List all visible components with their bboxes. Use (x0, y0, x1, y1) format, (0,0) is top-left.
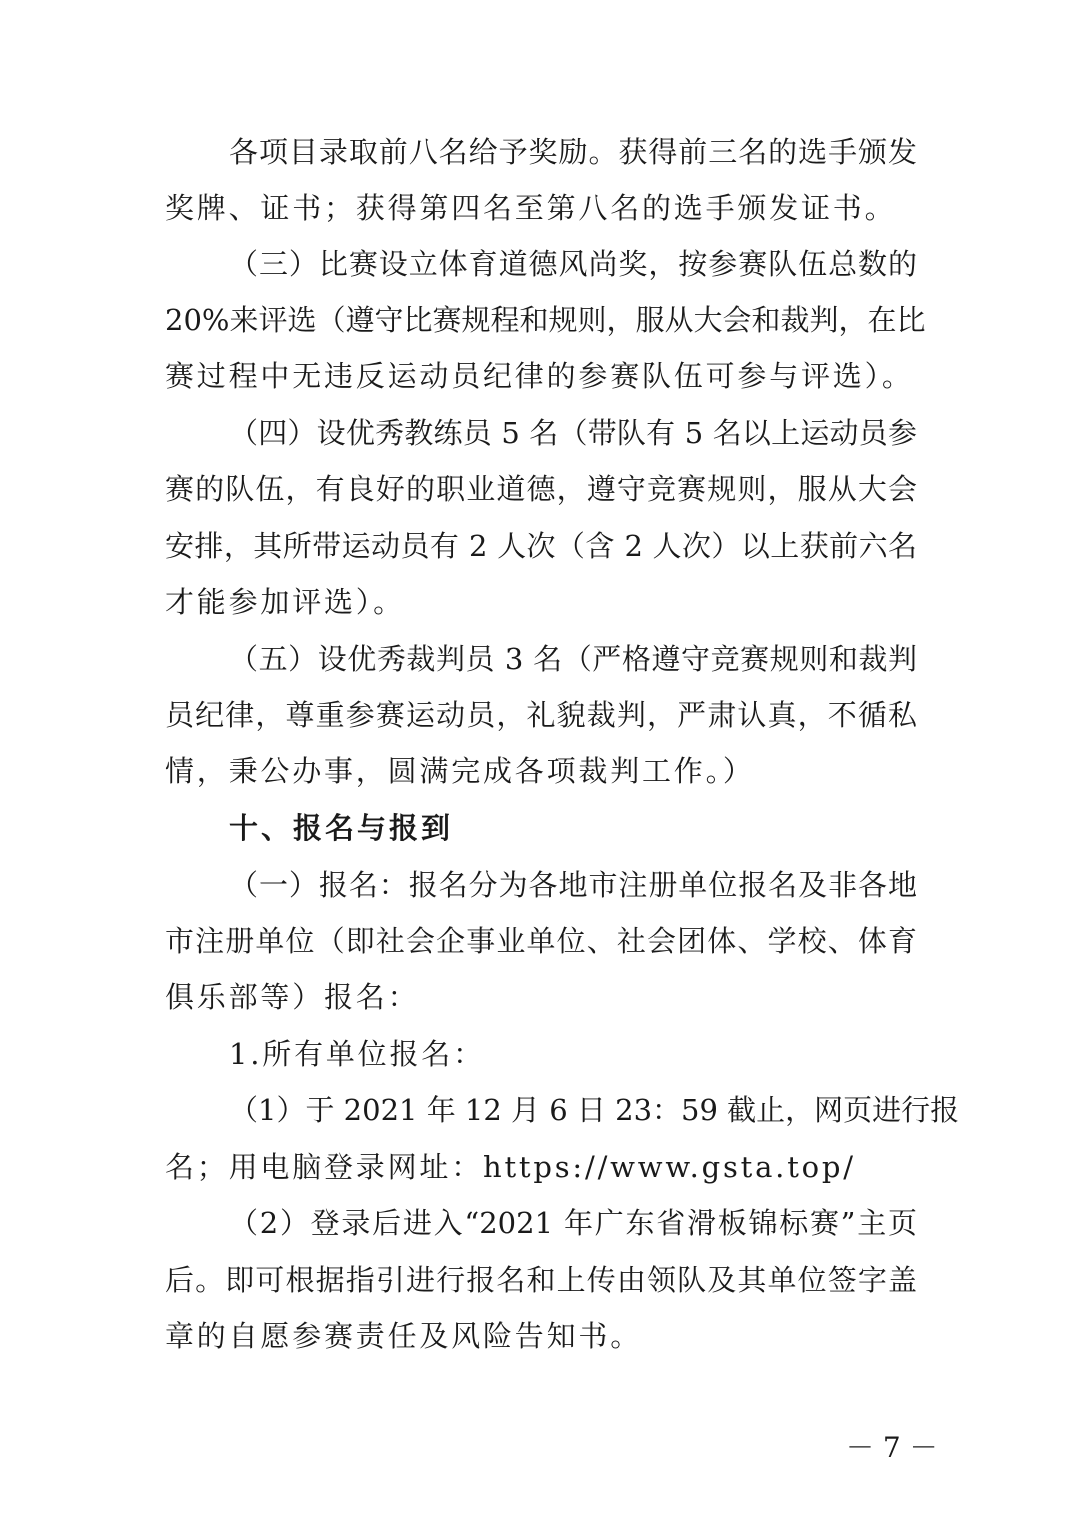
paragraph-line-16: 俱乐部等）报名： (165, 980, 420, 1014)
paragraph-line-20: （2）登录后进入“2021 年广东省滑板锦标赛”主页 (229, 1206, 917, 1240)
paragraph-line-1: 各项目录取前八名给予奖励。获得前三名的选手颁发 (229, 135, 917, 169)
paragraph-line-3: （三）比赛设立体育道德风尚奖，按参赛队伍总数的 (229, 247, 917, 281)
section-heading: 十、报名与报到 (229, 811, 454, 845)
paragraph-line-15: 市注册单位（即社会企事业单位、社会团体、学校、体育 (165, 924, 917, 958)
paragraph-line-11: 员纪律，尊重参赛运动员，礼貌裁判，严肃认真，不循私 (165, 698, 917, 732)
paragraph-line-7: 赛的队伍，有良好的职业道德，遵守竞赛规则，服从大会 (165, 472, 917, 506)
paragraph-line-8: 安排，其所带运动员有 2 人次（含 2 人次）以上获前六名 (165, 529, 917, 563)
paragraph-line-14: （一）报名：报名分为各地市注册单位报名及非各地 (229, 868, 917, 902)
paragraph-line-21: 后。即可根据指引进行报名和上传由领队及其单位签字盖 (165, 1263, 917, 1297)
paragraph-line-12: 情，秉公办事，圆满完成各项裁判工作。） (165, 754, 755, 788)
page-number: － 7 － (846, 1431, 938, 1464)
paragraph-line-6: （四）设优秀教练员 5 名（带队有 5 名以上运动员参 (229, 416, 917, 450)
paragraph-line-22: 章的自愿参赛责任及风险告知书。 (165, 1319, 643, 1353)
paragraph-line-18: （1）于 2021 年 12 月 6 日 23：59 截止，网页进行报 (229, 1093, 960, 1127)
paragraph-line-19: 名；用电脑登录网址：https://www.gsta.top/ (165, 1150, 856, 1184)
paragraph-line-10: （五）设优秀裁判员 3 名（严格遵守竞赛规则和裁判 (229, 642, 917, 676)
paragraph-line-5: 赛过程中无违反运动员纪律的参赛队伍可参与评选）。 (165, 359, 914, 393)
paragraph-line-2: 奖牌、证书；获得第四名至第八名的选手颁发证书。 (165, 191, 897, 225)
paragraph-line-17: 1.所有单位报名： (229, 1037, 485, 1071)
paragraph-line-4: 20%来评选（遵守比赛规程和规则，服从大会和裁判，在比 (165, 303, 926, 337)
paragraph-line-9: 才能参加评选）。 (165, 585, 405, 619)
